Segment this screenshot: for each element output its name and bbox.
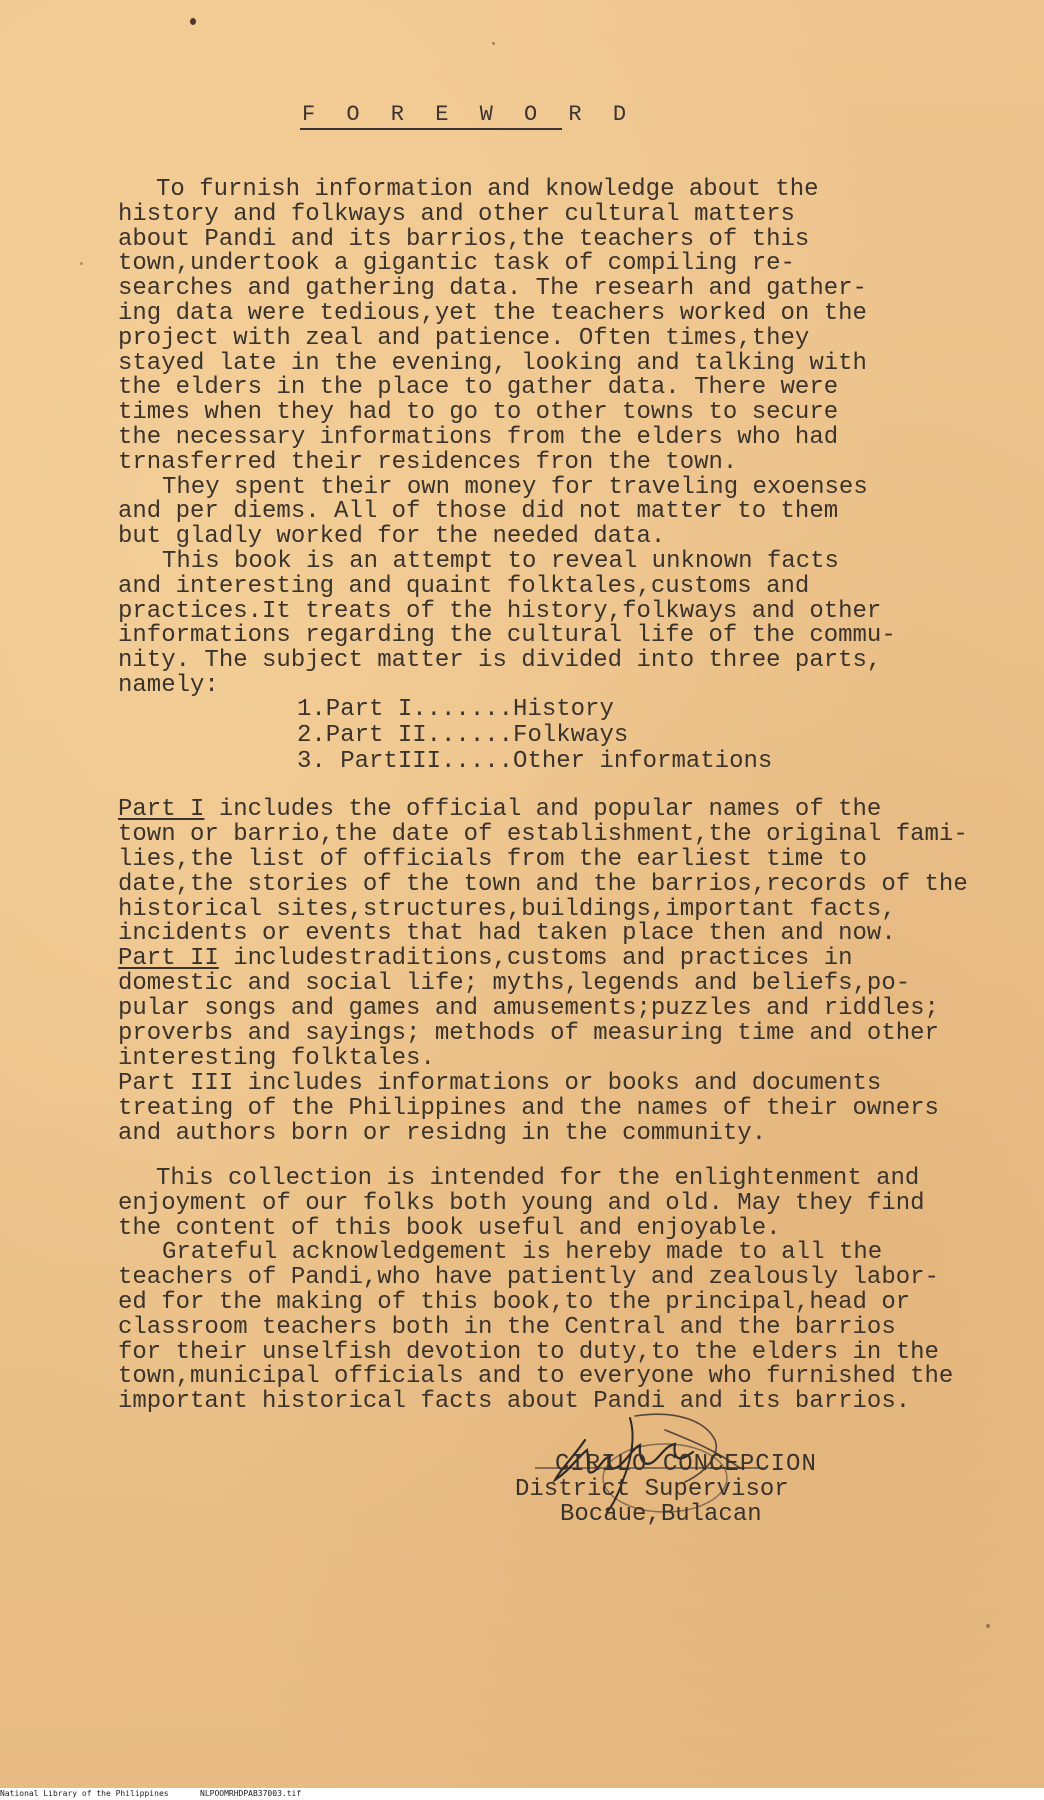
- text-line: Part III includes informations or books and documents: [118, 1069, 882, 1097]
- text-line: classroom teachers both in the Central and the barrios: [118, 1313, 896, 1341]
- text-line: lies,the list of officials from the earliest time to: [118, 845, 867, 873]
- text-line: This book is an attempt to reveal unknown facts: [162, 547, 839, 575]
- text-line: pular songs and games and amusements;puzzles and riddles;: [118, 995, 939, 1023]
- text-line: Grateful acknowledgement is hereby made to all the: [162, 1239, 883, 1267]
- text-line: domestic and social life; myths,legends and beliefs,po-: [118, 970, 911, 998]
- text-line: and per diems. All of those did not matter to them: [118, 498, 839, 526]
- title-underline: [300, 128, 562, 130]
- text-line: the elders in the place to gather data. There were: [118, 374, 839, 402]
- text-line: historical sites,structures,buildings,important facts,: [118, 895, 896, 923]
- text-line: history and folkways and other cultural matters: [118, 200, 795, 228]
- text-line: interesting folktales.: [118, 1044, 435, 1072]
- text-line: and authors born or residng in the community.: [118, 1119, 767, 1147]
- text-line: project with zeal and patience. Often times,they: [118, 324, 810, 352]
- text-line: date,the stories of the town and the barrios,records of the: [118, 870, 968, 898]
- text-line: important historical facts about Pandi and its barrios.: [118, 1388, 911, 1416]
- signatory-location: Bocaue,Bulacan: [560, 1501, 762, 1528]
- text-line: proverbs and sayings; methods of measuring time and other: [118, 1020, 939, 1048]
- ink-speck: [986, 1624, 990, 1628]
- text-line: practices.It treats of the history,folkways and other: [118, 597, 882, 625]
- part2-label: Part II: [118, 945, 219, 973]
- text-line: about Pandi and its barrios,the teachers of this: [118, 225, 810, 253]
- intro-section: [118, 178, 1008, 699]
- text-line: To furnish information and knowledge about the: [156, 176, 819, 203]
- text-line: stayed late in the evening, looking and talking with: [118, 349, 867, 377]
- part1-text: includes the official and popular names of the: [204, 796, 882, 823]
- text-line: the content of this book useful and enjoyable.: [118, 1214, 781, 1242]
- ink-speck: [190, 18, 196, 25]
- text-line: namely:: [118, 671, 219, 699]
- text-line: enjoyment of our folks both young and old. May they find: [118, 1189, 925, 1217]
- text-line: incidents or events that had taken place then and now.: [118, 920, 896, 948]
- text-line: searches and gathering data. The researh and gather-: [118, 275, 867, 303]
- text-line: the necessary informations from the elders who had: [118, 423, 839, 451]
- ink-speck: [80, 262, 83, 265]
- text-line: treating of the Philippines and the names of their owners: [118, 1094, 939, 1122]
- text-line: [118, 947, 1008, 972]
- text-line: informations regarding the cultural life of the commu-: [118, 622, 896, 650]
- text-line: and interesting and quaint folktales,customs and: [118, 572, 810, 600]
- parts-list: [297, 697, 772, 775]
- text-line: teachers of Pandi,who have patiently and zealously labor-: [118, 1264, 939, 1292]
- text-line: for their unselfish devotion to duty,to the elders in the: [118, 1338, 939, 1366]
- text-line: town or barrio,the date of establishment,the original fami-: [118, 820, 968, 848]
- text-line: but gladly worked for the needed data.: [118, 523, 666, 551]
- text-line: This collection is intended for the enlightenment and: [156, 1165, 920, 1192]
- text-line: times when they had to go to other towns to secure: [118, 399, 839, 427]
- text-line: town,municipal officials and to everyone who furnished the: [118, 1363, 954, 1391]
- closing-section: [118, 1167, 1008, 1415]
- parts-description: [118, 798, 1008, 1146]
- page-title: F O R E W O R D: [302, 102, 636, 127]
- archive-footer: [0, 1788, 1044, 1800]
- signature-block: [515, 1452, 817, 1527]
- signatory-name: CIRILO CONCEPCION: [555, 1451, 817, 1478]
- text-line: ing data were tedious,yet the teachers worked on the: [118, 299, 867, 327]
- signatory-position: District Supervisor: [515, 1476, 789, 1503]
- footer-file-id: NLPOOMRHDPAB37003.tif: [200, 1789, 302, 1798]
- text-line: nity. The subject matter is divided into three parts,: [118, 647, 882, 675]
- text-line: trnasferred their residences fron the town.: [118, 448, 738, 476]
- list-item: 2.Part II......Folkways: [297, 722, 629, 749]
- text-line: They spent their own money for traveling exoenses: [162, 473, 868, 501]
- text-line: [118, 798, 1008, 823]
- ink-speck: [492, 42, 495, 45]
- footer-institution: National Library of the Philippines: [0, 1789, 169, 1798]
- text-line: ed for the making of this book,to the principal,head or: [118, 1288, 911, 1316]
- part2-text: includestraditions,customs and practices in: [218, 945, 853, 973]
- part1-label: Part I: [118, 796, 205, 823]
- list-item: 1.Part I.......History: [297, 696, 614, 723]
- list-item: 3. PartIII.....Other informations: [297, 748, 773, 775]
- text-line: town,undertook a gigantic task of compiling re-: [118, 250, 795, 278]
